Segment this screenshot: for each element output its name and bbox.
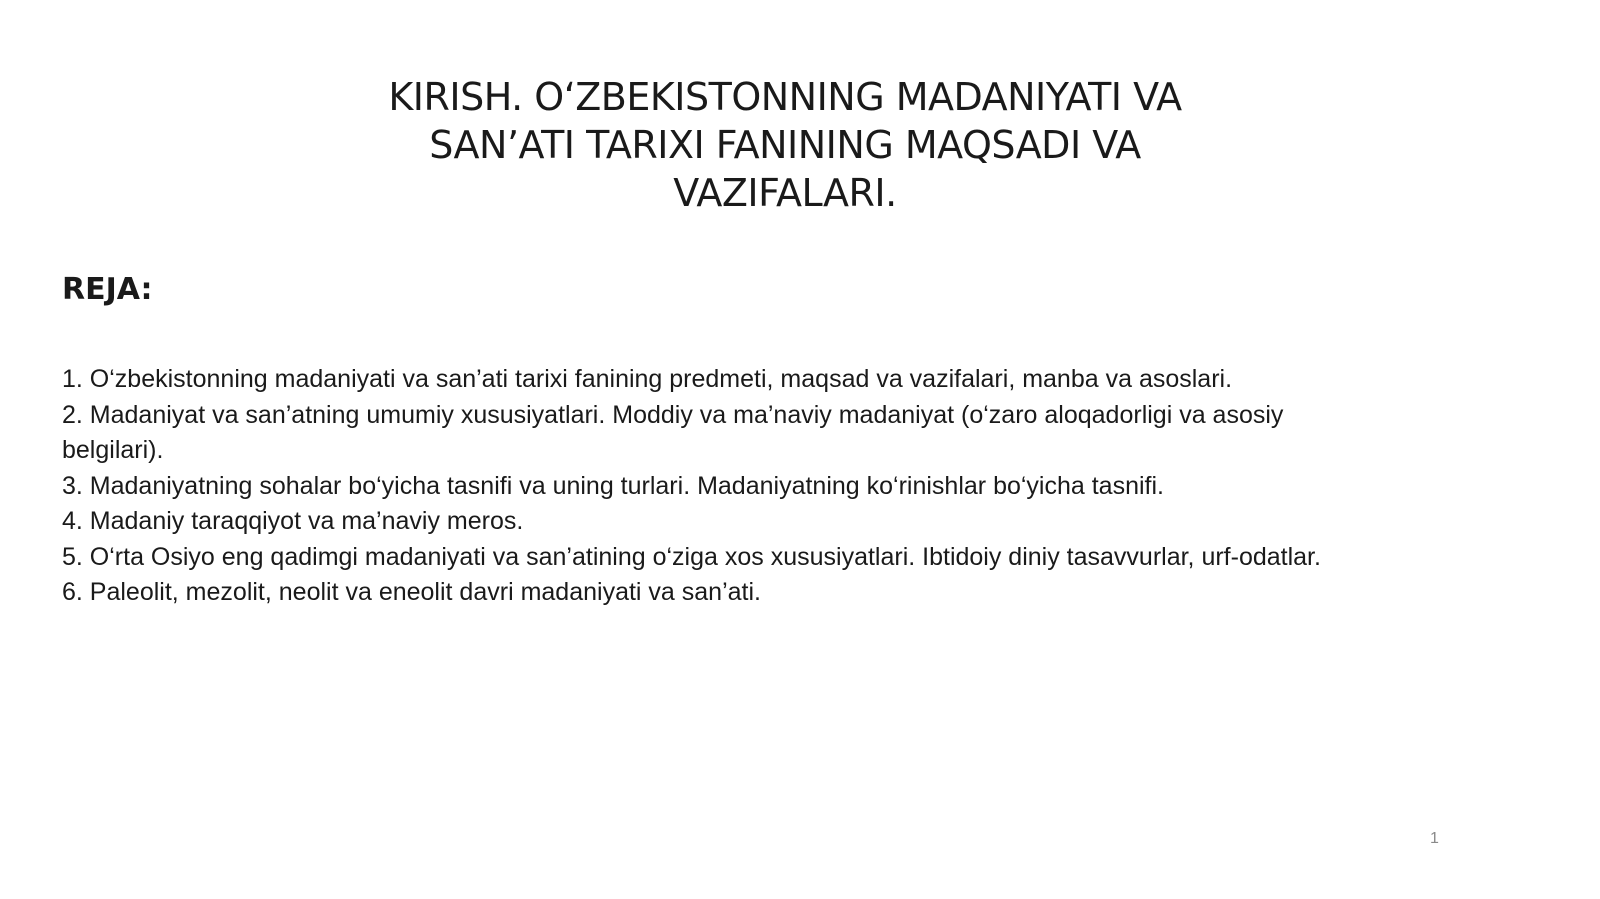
- plan-item-4: 4. Madaniy taraqqiyot va ma’naviy meros.: [62, 507, 524, 535]
- slide-title: [270, 73, 1300, 217]
- slide-title-line-2: SAN’ATI TARIXI FANINING MAQSADI VA: [429, 123, 1141, 168]
- plan-item-1: 1. O‘zbekistonning madaniyati va san’ati tarixi fanining predmeti, maqsad va vazifalari, manba va asoslari.: [62, 365, 1233, 393]
- plan-list: [62, 362, 1352, 611]
- page-number: 1: [1430, 830, 1439, 847]
- slide-title-line-1: KIRISH. O‘ZBEKISTONNING MADANIYATI VA: [388, 75, 1182, 120]
- plan-item-3: 3. Madaniyatning sohalar bo‘yicha tasnifi va uning turlari. Madaniyatning ko‘rinishlar bo‘yicha tasnifi.: [62, 471, 1164, 500]
- plan-item-5: 5. O‘rta Osiyo eng qadimgi madaniyati va san’atining o‘ziga xos xususiyatlari. Ibtidoiy diniy tasavvurlar, urf-odatlar.: [62, 542, 1321, 571]
- slide-title-line-3: VAZIFALARI.: [673, 171, 897, 216]
- plan-item-2: 2. Madaniyat va san’atning umumiy xususiyatlari. Moddiy va ma’naviy madaniyat (o‘zaro aloqadorligi va asosiy belgilari).: [62, 400, 1284, 464]
- plan-heading: REJA:: [62, 272, 153, 307]
- plan-item-6: 6. Paleolit, mezolit, neolit va eneolit davri madaniyati va san’ati.: [62, 578, 761, 606]
